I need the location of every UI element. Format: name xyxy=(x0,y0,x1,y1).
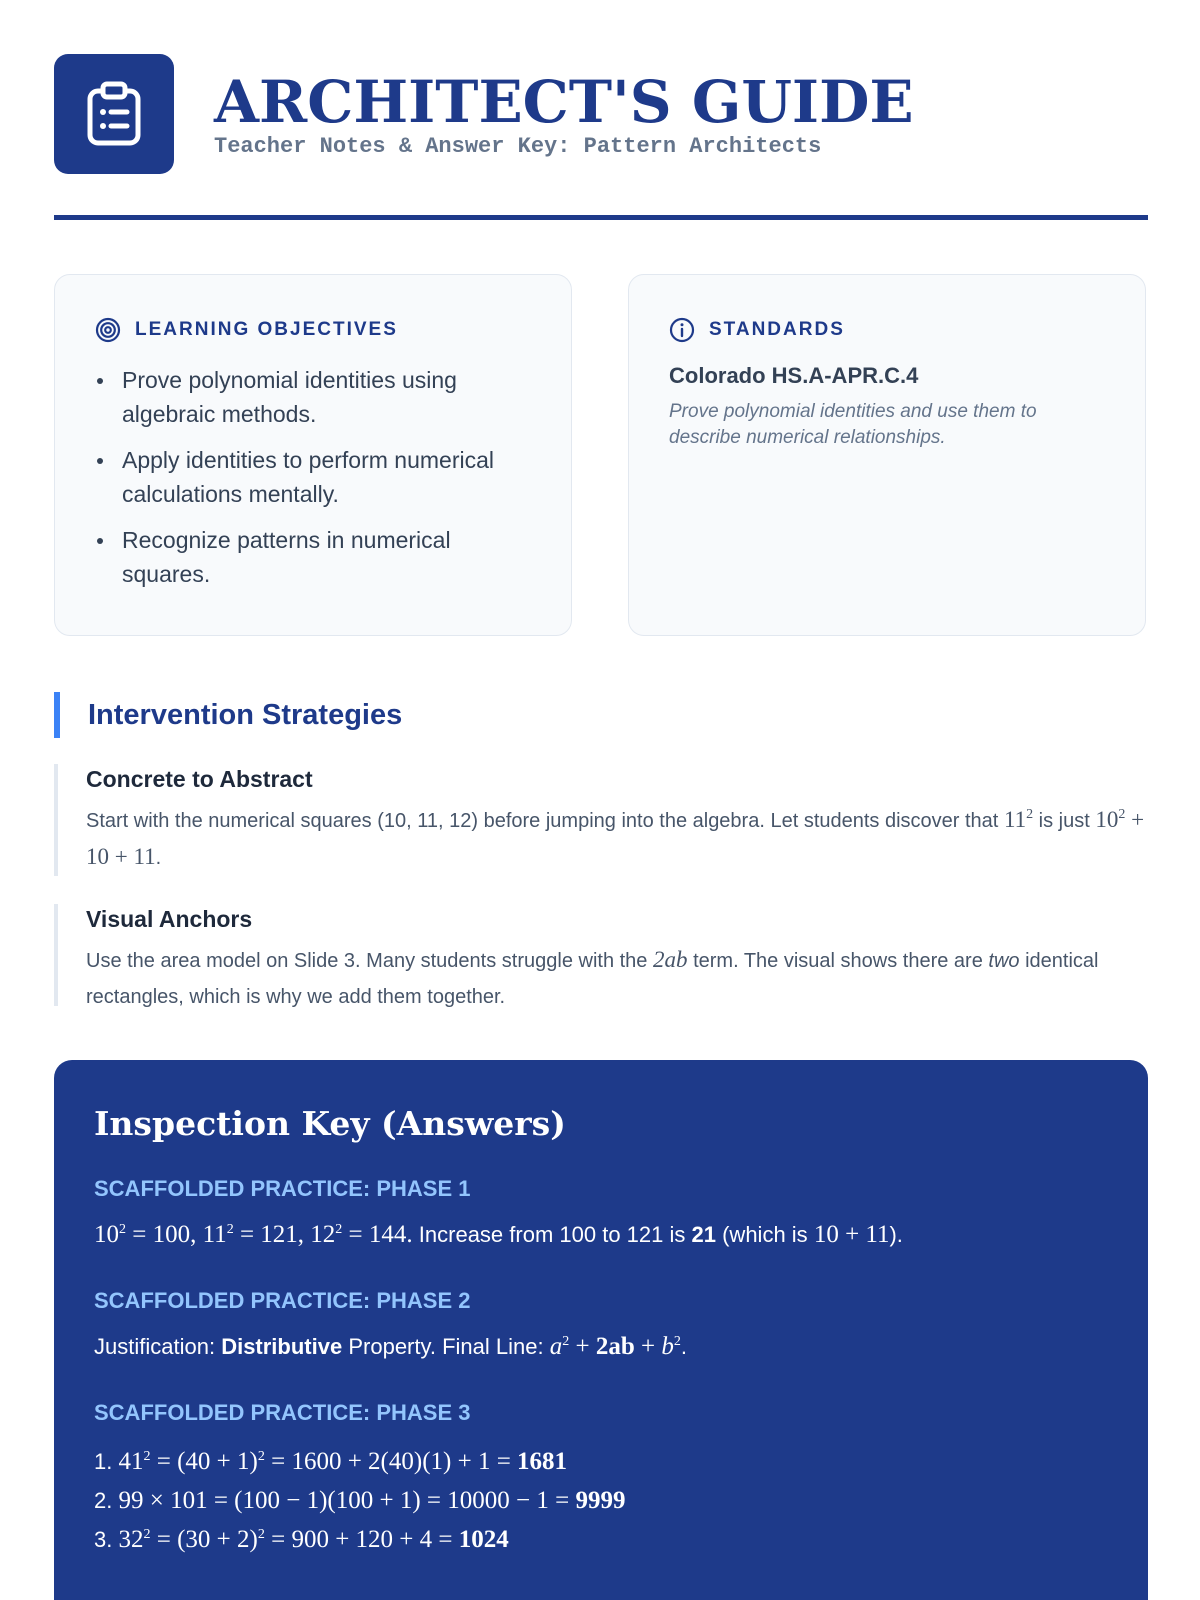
math-rest: = 1600 + 2(40)(1) + 1 = xyxy=(271,1448,511,1475)
strategy-text xyxy=(86,942,1148,1015)
math-exponent: 2 xyxy=(119,1222,126,1237)
math-exponent: 2 xyxy=(257,1449,265,1464)
strategy-title: Concrete to Abstract xyxy=(86,766,313,792)
list-item: Prove polynomial identities using algebraic methods. xyxy=(95,363,531,431)
standards-heading: STANDARDS xyxy=(709,319,845,340)
math-expression xyxy=(118,1526,508,1553)
math-operator: + xyxy=(640,1333,656,1360)
phase-1-heading: SCAFFOLDED PRACTICE: PHASE 1 xyxy=(94,1176,471,1201)
math-rest: = 144. xyxy=(348,1221,413,1248)
math-rest: = (30 + 2) xyxy=(156,1526,258,1553)
math-base: 10 xyxy=(1095,807,1119,832)
math-operator: + xyxy=(575,1333,590,1360)
answer-value: 1681 xyxy=(517,1448,568,1475)
answer-key-title: Inspection Key (Answers) xyxy=(94,1104,566,1143)
phase-1-answer xyxy=(94,1218,1108,1252)
answer-text: Justification: xyxy=(94,1334,216,1359)
phase-2-heading: SCAFFOLDED PRACTICE: PHASE 2 xyxy=(94,1288,471,1313)
answer-text: ). xyxy=(889,1222,903,1247)
answer-value: 9999 xyxy=(575,1487,626,1514)
strategy-text-part: identical rectangles, which is why we add them together. xyxy=(86,950,1099,1008)
math-base: a xyxy=(549,1333,563,1360)
math-rest: = 900 + 120 + 4 = xyxy=(271,1526,453,1553)
line-number: 3. xyxy=(94,1527,113,1552)
phase-3-line-2 xyxy=(94,1481,1108,1520)
line-number: 2. xyxy=(94,1488,113,1513)
strategy-text-part: Start with the numerical squares (10, 11, 12) before jumping into the algebra. Let students discover that xyxy=(86,810,999,832)
list-item: Apply identities to perform numerical calculations mentally. xyxy=(95,443,531,511)
answer-text: (which is xyxy=(722,1222,808,1247)
math-expression xyxy=(118,1487,625,1514)
intervention-heading: Intervention Strategies xyxy=(54,692,402,738)
clipboard-list-icon xyxy=(54,54,174,174)
strategy-concrete-to-abstract xyxy=(54,764,1148,876)
strategy-text-part: Use the area model on Slide 3. Many students struggle with the xyxy=(86,950,648,972)
standard-code: Colorado HS.A-APR.C.4 xyxy=(669,363,919,388)
phase-3-heading: SCAFFOLDED PRACTICE: PHASE 3 xyxy=(94,1400,471,1425)
math-base: 32 xyxy=(118,1526,144,1553)
math-rest: + 10 + 11 xyxy=(86,807,1145,869)
emphasis-text: two xyxy=(988,950,1020,972)
answer-value: 1024 xyxy=(458,1526,509,1553)
math-exponent: 2 xyxy=(1026,807,1034,822)
math-rest: = 100, xyxy=(132,1221,197,1248)
strategy-title: Visual Anchors xyxy=(86,906,253,932)
math-exponent: 2 xyxy=(257,1527,265,1542)
math-bold-term: 2ab xyxy=(595,1333,635,1360)
math-expression: 10 + 11 xyxy=(813,1221,890,1248)
math-base: 41 xyxy=(118,1448,144,1475)
math-exponent: 2 xyxy=(226,1222,234,1237)
math-rest: = 121, xyxy=(239,1221,305,1248)
objectives-list xyxy=(95,363,531,591)
page-title: ARCHITECT'S GUIDE xyxy=(214,68,914,136)
math-base: 11 xyxy=(202,1221,227,1248)
strategy-text xyxy=(86,802,1148,876)
standard-description: Prove polynomial identities and use them to describe numerical relationships. xyxy=(669,401,1037,448)
strategy-text-part: is just xyxy=(1038,810,1090,832)
line-number: 1. xyxy=(94,1449,113,1474)
math-expression: 2ab xyxy=(653,947,688,972)
math-exponent: 2 xyxy=(1118,807,1126,822)
strategy-text-part: . xyxy=(155,847,162,869)
answer-text: Increase from 100 to 121 is xyxy=(418,1222,686,1247)
answer-value: Distributive xyxy=(221,1334,343,1359)
answer-key-panel xyxy=(54,1060,1148,1600)
objectives-heading: LEARNING OBJECTIVES xyxy=(135,319,398,340)
math-exponent: 2 xyxy=(335,1222,343,1237)
math-expression xyxy=(550,1333,681,1360)
math-base: 11 xyxy=(1003,807,1027,832)
phase-3-line-3 xyxy=(94,1520,1108,1559)
page-header xyxy=(54,54,1148,220)
math-expression xyxy=(1004,807,1033,832)
math-base: 12 xyxy=(310,1221,336,1248)
phase-3-line-1 xyxy=(94,1442,1108,1481)
math-exponent: 2 xyxy=(143,1449,151,1464)
math-rest: = (40 + 1) xyxy=(156,1448,258,1475)
list-item: Recognize patterns in numerical squares. xyxy=(95,523,531,591)
page-subtitle: Teacher Notes & Answer Key: Pattern Architects xyxy=(214,134,822,159)
answer-text: . xyxy=(680,1334,687,1359)
strategy-visual-anchors xyxy=(54,904,1148,1006)
strategy-text-part: term. The visual shows there are xyxy=(693,950,983,972)
learning-objectives-card xyxy=(54,274,572,636)
math-base: 10 xyxy=(94,1221,119,1248)
phase-2-answer xyxy=(94,1330,1108,1364)
answer-value: 21 xyxy=(691,1222,716,1247)
math-rest: 99 × 101 = (100 − 1)(100 + 1) = 10000 − 1 = xyxy=(118,1487,570,1514)
math-exponent: 2 xyxy=(673,1334,681,1349)
math-exponent: 2 xyxy=(143,1527,151,1542)
math-expression xyxy=(118,1448,567,1475)
answer-text: Property. Final Line: xyxy=(348,1334,544,1359)
math-expression xyxy=(94,1221,413,1248)
standards-card xyxy=(628,274,1146,636)
math-base: b xyxy=(661,1333,674,1360)
math-exponent: 2 xyxy=(562,1334,570,1349)
info-icon xyxy=(669,317,695,343)
target-icon xyxy=(95,317,121,343)
